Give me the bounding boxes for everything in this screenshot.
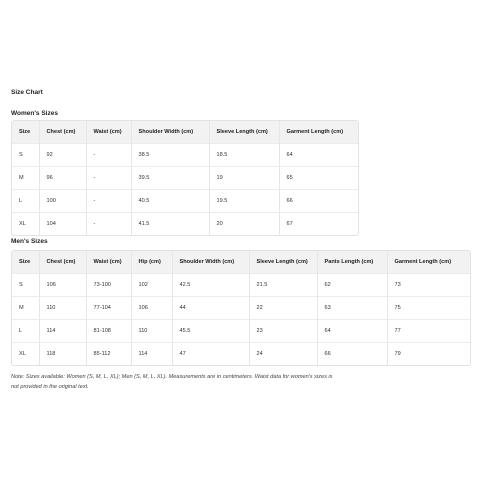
table-cell: 39.5 bbox=[131, 167, 209, 190]
women-column-header: Size bbox=[12, 121, 39, 144]
table-cell: 102 bbox=[131, 274, 172, 297]
table-row bbox=[12, 213, 358, 236]
table-row bbox=[12, 144, 358, 167]
table-cell: S bbox=[12, 144, 39, 167]
table-cell: 65 bbox=[279, 167, 358, 190]
table-cell: L bbox=[12, 190, 39, 213]
women-column-header: Garment Length (cm) bbox=[279, 121, 358, 144]
table-cell: 85-112 bbox=[86, 343, 131, 366]
table-cell: 38.5 bbox=[131, 144, 209, 167]
men-column-header: Garment Length (cm) bbox=[387, 251, 470, 274]
table-cell: 22 bbox=[249, 297, 317, 320]
table-cell: 64 bbox=[317, 320, 387, 343]
men-column-header: Hip (cm) bbox=[131, 251, 172, 274]
table-cell: 24 bbox=[249, 343, 317, 366]
table-cell: 21.5 bbox=[249, 274, 317, 297]
table-cell: M bbox=[12, 167, 39, 190]
table-cell: 106 bbox=[39, 274, 86, 297]
table-cell: 73 bbox=[387, 274, 470, 297]
table-cell: 63 bbox=[317, 297, 387, 320]
women-column-header: Chest (cm) bbox=[39, 121, 86, 144]
table-cell: 106 bbox=[131, 297, 172, 320]
size-note: Note: Sizes available: Women (S, M, L, XL); Men (S, M, L, XL). Measurements are in centimeters. Waist data for women's sizes is not provided in the original text. bbox=[11, 374, 333, 390]
men-column-header: Pants Length (cm) bbox=[317, 251, 387, 274]
table-cell: 67 bbox=[279, 213, 358, 236]
table-cell: 66 bbox=[279, 190, 358, 213]
table-cell: 77-104 bbox=[86, 297, 131, 320]
table-cell: 73-100 bbox=[86, 274, 131, 297]
table-cell: - bbox=[86, 190, 131, 213]
table-cell: 104 bbox=[39, 213, 86, 236]
table-cell: 40.5 bbox=[131, 190, 209, 213]
table-cell: 20 bbox=[209, 213, 279, 236]
table-cell: 45.5 bbox=[172, 320, 249, 343]
table-row bbox=[12, 297, 470, 320]
table-row bbox=[12, 343, 470, 366]
table-cell: 79 bbox=[387, 343, 470, 366]
men-column-header: Waist (cm) bbox=[86, 251, 131, 274]
table-cell: L bbox=[12, 320, 39, 343]
table-cell: 19.5 bbox=[209, 190, 279, 213]
women-section-title: Women's Sizes bbox=[11, 110, 58, 117]
table-cell: 62 bbox=[317, 274, 387, 297]
women-table-header bbox=[12, 121, 358, 144]
men-table-header bbox=[12, 251, 470, 274]
table-cell: 77 bbox=[387, 320, 470, 343]
table-cell: 100 bbox=[39, 190, 86, 213]
table-cell: 81-108 bbox=[86, 320, 131, 343]
table-cell: 23 bbox=[249, 320, 317, 343]
table-cell: 44 bbox=[172, 297, 249, 320]
men-column-header: Shoulder Width (cm) bbox=[172, 251, 249, 274]
women-size-table bbox=[11, 120, 359, 236]
table-cell: 42.5 bbox=[172, 274, 249, 297]
table-cell: XL bbox=[12, 213, 39, 236]
men-column-header: Sleeve Length (cm) bbox=[249, 251, 317, 274]
table-cell: 118 bbox=[39, 343, 86, 366]
table-cell: 41.5 bbox=[131, 213, 209, 236]
table-cell: 47 bbox=[172, 343, 249, 366]
table-cell: XL bbox=[12, 343, 39, 366]
men-column-header: Chest (cm) bbox=[39, 251, 86, 274]
women-column-header: Waist (cm) bbox=[86, 121, 131, 144]
table-cell: 92 bbox=[39, 144, 86, 167]
table-cell: - bbox=[86, 213, 131, 236]
page-title: Size Chart bbox=[11, 89, 43, 96]
men-section-title: Men's Sizes bbox=[11, 238, 48, 245]
table-cell: - bbox=[86, 167, 131, 190]
table-cell: 110 bbox=[131, 320, 172, 343]
table-row bbox=[12, 320, 470, 343]
table-cell: 66 bbox=[317, 343, 387, 366]
table-cell: - bbox=[86, 144, 131, 167]
table-cell: 19 bbox=[209, 167, 279, 190]
table-row bbox=[12, 167, 358, 190]
table-cell: 18.5 bbox=[209, 144, 279, 167]
men-column-header: Size bbox=[12, 251, 39, 274]
table-cell: M bbox=[12, 297, 39, 320]
women-column-header: Sleeve Length (cm) bbox=[209, 121, 279, 144]
women-column-header: Shoulder Width (cm) bbox=[131, 121, 209, 144]
table-row bbox=[12, 274, 470, 297]
table-cell: 110 bbox=[39, 297, 86, 320]
table-cell: 64 bbox=[279, 144, 358, 167]
table-row bbox=[12, 190, 358, 213]
table-cell: S bbox=[12, 274, 39, 297]
men-size-table bbox=[11, 250, 471, 366]
table-cell: 96 bbox=[39, 167, 86, 190]
table-cell: 114 bbox=[39, 320, 86, 343]
table-cell: 75 bbox=[387, 297, 470, 320]
table-cell: 114 bbox=[131, 343, 172, 366]
